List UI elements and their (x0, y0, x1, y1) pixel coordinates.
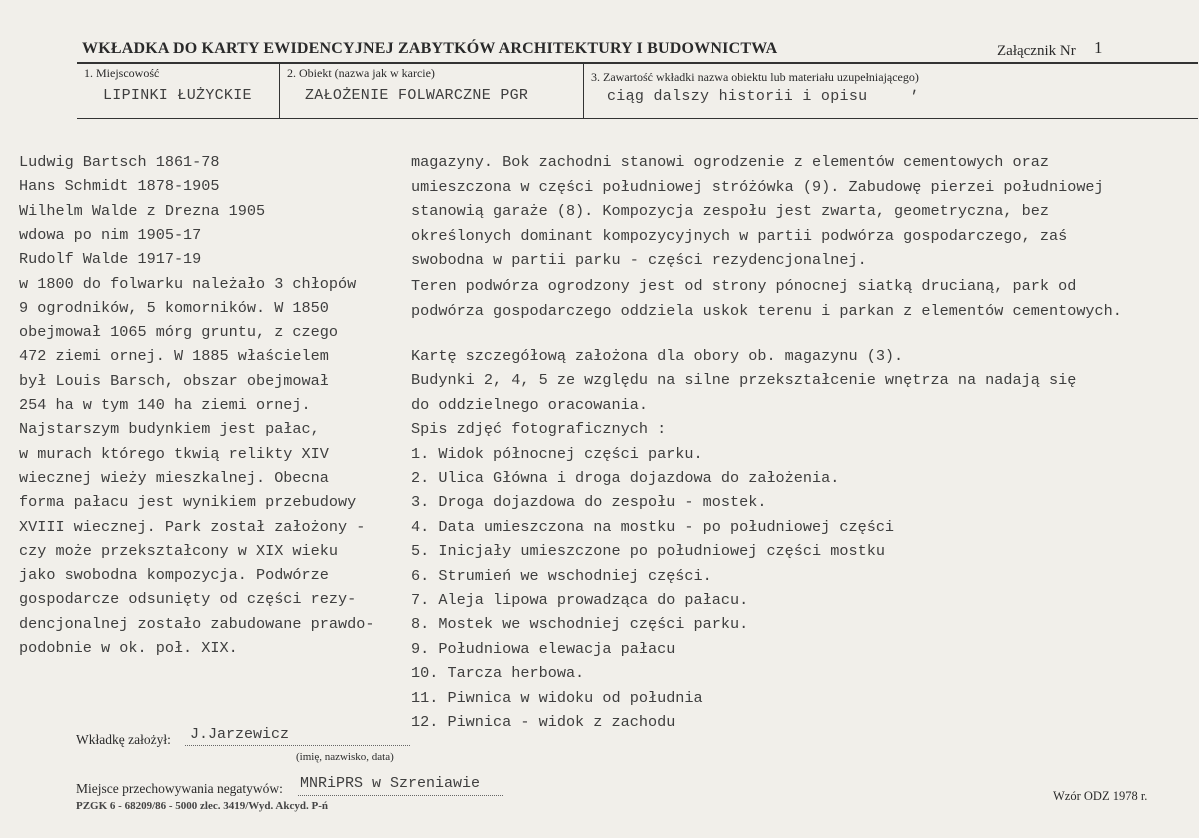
photo-list-item: 7. Aleja lipowa prowadząca do pałacu. (411, 591, 749, 609)
right-text-line: określonych dominant kompozycyjnych w partii podwórza gospodarczego, zaś (411, 226, 1068, 245)
founded-label: Wkładkę założył: (76, 732, 171, 747)
left-text-line: czy może przekształcony w XIX wieku (19, 541, 338, 560)
left-text-line: Rudolf Walde 1917-19 (19, 250, 202, 269)
object-label: 2. Obiekt (nazwa jak w karcie) (287, 66, 435, 80)
content-label: 3. Zawartość wkładki nazwa obiektu lub materiału uzupełniającego) (591, 70, 919, 84)
founded-dotline (185, 745, 410, 746)
annex-number: 1 (1094, 38, 1103, 57)
right-text-line: Budynki 2, 4, 5 ze względu na silne przekształcenie wnętrza na nadają się (411, 371, 1077, 390)
fields-bottom-rule (77, 118, 1198, 119)
left-text-line: obejmował 1065 mórg gruntu, z czego (19, 323, 338, 342)
photo-list-item: 6. Strumień we wschodniej części. (411, 566, 712, 585)
photo-list-item: 4. Data umieszczona na mostku - po południowej części (411, 517, 895, 536)
left-text-line: Najstarszym budynkiem jest pałac, (19, 420, 320, 439)
form-id: Wzór ODZ 1978 r. (1053, 789, 1148, 803)
left-text-line: dencjonalnej zostało zabudowane prawdo- (19, 614, 375, 633)
right-text-line: Spis zdjęć fotograficznych : (411, 420, 667, 439)
content-value: ciąg dalszy historii i opisu (607, 88, 868, 105)
photo-list-item: 10. Tarcza herbowa. (411, 664, 585, 683)
photo-list-item: 3. Droga dojazdowa do zespołu - mostek. (411, 493, 767, 512)
photo-list-item: 8. Mostek we wschodniej części parku. (411, 615, 749, 634)
storage-label: Miejsce przechowywania negatywów: (76, 781, 283, 796)
founded-hint: (imię, nazwisko, data) (296, 751, 394, 763)
right-text-line: do oddzielnego oracowania. (411, 395, 648, 414)
photo-list-item: 12. Piwnica - widok z zachodu (411, 713, 676, 731)
locality-value: LIPINKI ŁUŻYCKIE (103, 87, 252, 104)
left-text-line: 472 ziemi ornej. W 1885 właścielem (19, 347, 329, 366)
right-text-line: Kartę szczegółową założona dla obory ob. magazynu (3). (411, 347, 904, 365)
left-text-line: Ludwig Bartsch 1861-78 (19, 153, 220, 171)
left-text-line: w 1800 do folwarku należało 3 chłopów (19, 274, 357, 293)
left-text-line: jako swobodna kompozycja. Podwórze (19, 566, 329, 585)
card-title: WKŁADKA DO KARTY EWIDENCYJNEJ ZABYTKÓW ARCHITEKTURY I BUDOWNICTWA (82, 40, 778, 57)
right-text-line: podwórza gospodarczego oddziela uskok terenu i parkan z elementów cementowych. (411, 301, 1122, 320)
right-text-line: swobodna w partii parku - części rezydencjonalnej. (411, 251, 867, 269)
storage-value: MNRiPRS w Szreniawie (300, 775, 481, 792)
left-text-line: forma pałacu jest wynikiem przebudowy (19, 493, 357, 512)
photo-list-item: 11. Piwnica w widoku od południa (411, 688, 703, 707)
left-text-line: podobnie w ok. poł. XIX. (19, 639, 238, 657)
storage-dotline (298, 795, 503, 796)
photo-list-item: 9. Południowa elewacja pałacu (411, 639, 676, 658)
photo-list-item: 1. Widok północnej części parku. (411, 444, 703, 463)
left-text-line: Wilhelm Walde z Drezna 1905 (19, 201, 266, 220)
right-text-line: magazyny. Bok zachodni stanowi ogrodzenie z elementów cementowych oraz (411, 153, 1049, 171)
header-top-rule (77, 62, 1198, 64)
left-text-line: wdowa po nim 1905-17 (19, 225, 202, 244)
right-text-line: stanowią garaże (8). Kompozycja zespołu jest zwarta, geometryczna, bez (411, 202, 1049, 220)
right-text-line: Teren podwórza ogrodzony jest od strony pónocnej siatką drucianą, park od (411, 276, 1077, 295)
print-info: PZGK 6 - 68209/86 - 5000 zlec. 3419/Wyd. Akcyd. P-ń (76, 800, 328, 812)
photo-list-item: 2. Ulica Główna i droga dojazdowa do założenia. (411, 469, 840, 487)
left-text-line: gospodarcze odsunięty od części rezy- (19, 590, 357, 609)
left-text-line: 254 ha w tym 140 ha ziemi ornej. (19, 396, 311, 414)
left-text-line: 9 ogrodników, 5 komorników. W 1850 (19, 298, 329, 317)
left-text-line: Hans Schmidt 1878-1905 (19, 177, 220, 196)
field-divider-2 (583, 63, 584, 118)
left-text-line: wiecznej wieży mieszkalnej. Obecna (19, 468, 329, 487)
field-divider-1 (279, 63, 280, 118)
photo-list-item: 5. Inicjały umieszczone po południowej części mostku (411, 542, 885, 561)
founded-value: J.Jarzewicz (190, 726, 290, 743)
annex-label: Załącznik Nr (997, 43, 1076, 59)
handwritten-mark: ' (905, 87, 920, 107)
object-value: ZAŁOŻENIE FOLWARCZNE PGR (305, 87, 529, 104)
locality-label: 1. Miejscowość (84, 66, 160, 80)
left-text-line: w murach którego tkwią relikty XIV (19, 444, 329, 463)
right-text-line: umieszczona w części południowej stróżówka (9). Zabudowę pierzei południowej (411, 177, 1104, 196)
left-text-line: był Louis Barsch, obszar obejmował (19, 371, 329, 390)
left-text-line: XVIII wiecznej. Park został założony - (19, 517, 366, 536)
